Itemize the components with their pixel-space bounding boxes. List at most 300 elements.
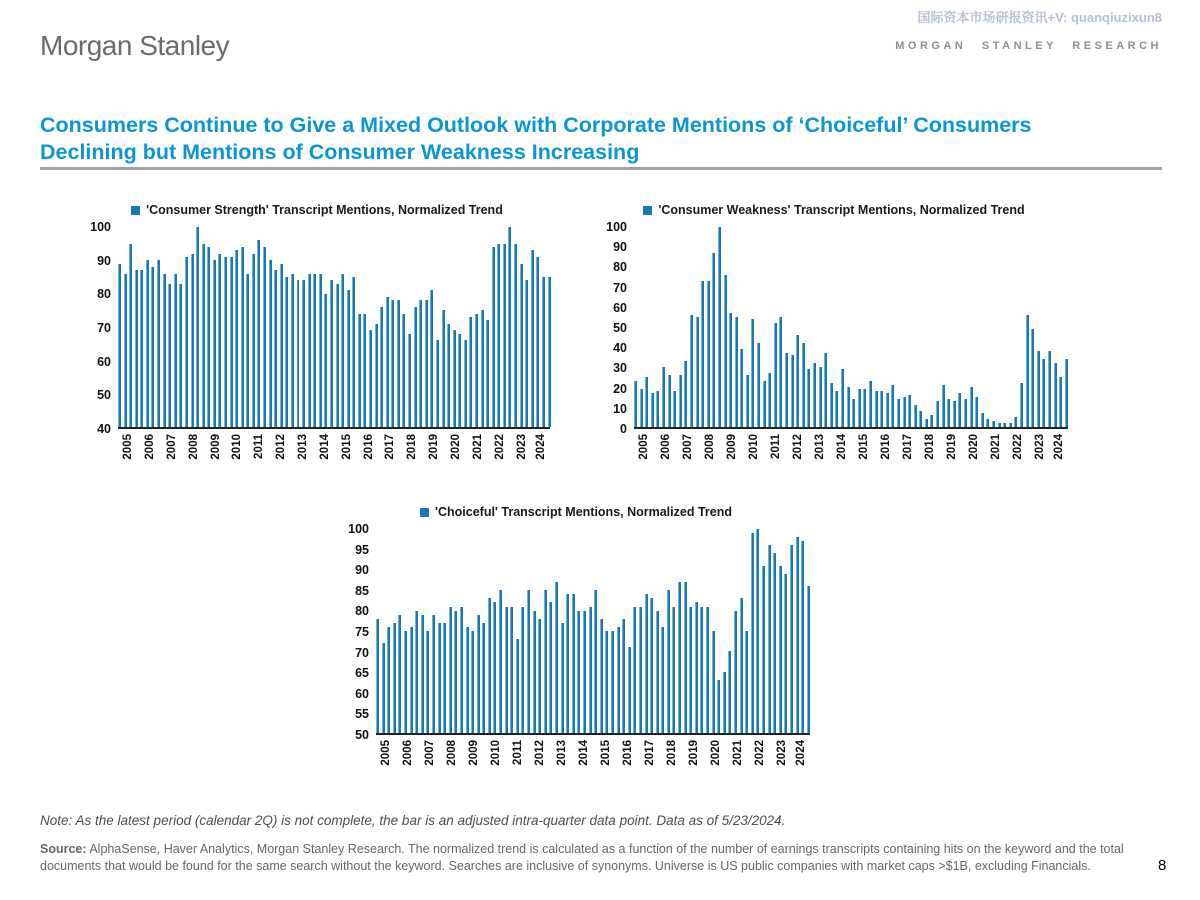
- page-number: 8: [1158, 857, 1167, 874]
- bar: [678, 582, 681, 733]
- bar: [380, 307, 383, 427]
- x-tick-label: 2023: [1033, 434, 1046, 460]
- page-title-line1: Consumers Continue to Give a Mixed Outlook with Corporate Mentions of ‘Choiceful’ Consumers: [40, 113, 1032, 137]
- bar: [257, 240, 260, 427]
- x-tick-label: 2009: [468, 740, 481, 766]
- x-tick-label: 2018: [923, 434, 936, 460]
- bar: [762, 566, 765, 733]
- bar: [269, 260, 272, 427]
- y-tick-label: 70: [613, 280, 627, 295]
- bar: [1031, 329, 1034, 427]
- bar: [807, 369, 810, 427]
- bar: [151, 267, 154, 427]
- x-axis: [118, 429, 550, 482]
- legend-swatch-icon: [131, 206, 140, 215]
- bar: [118, 264, 121, 427]
- x-axis: [634, 429, 1068, 482]
- bar: [1020, 383, 1023, 427]
- source-text: [40, 841, 1142, 875]
- bar: [443, 623, 446, 733]
- bar: [718, 227, 721, 427]
- x-tick-label: 2007: [682, 434, 695, 460]
- bar: [508, 227, 511, 427]
- bar: [207, 247, 210, 427]
- bar: [430, 290, 433, 427]
- bar: [751, 533, 754, 733]
- x-axis-cell: [898, 434, 920, 482]
- bar: [897, 399, 900, 427]
- y-tick-label: 70: [355, 645, 369, 660]
- x-tick-label: 2010: [490, 740, 503, 766]
- bar: [784, 574, 787, 733]
- x-axis-cell: [552, 740, 574, 788]
- bar: [622, 619, 625, 733]
- bar: [992, 421, 995, 427]
- y-tick-label: 90: [355, 562, 369, 577]
- x-axis-cell: [678, 434, 700, 482]
- bar: [639, 607, 642, 733]
- x-tick-label: 2005: [122, 434, 135, 460]
- y-tick-label: 50: [97, 388, 111, 403]
- x-tick-label: 2008: [187, 434, 200, 460]
- y-tick-label: 80: [97, 287, 111, 302]
- x-axis-cell: [793, 740, 810, 788]
- bar: [673, 391, 676, 427]
- bar: [835, 391, 838, 427]
- x-axis-cell: [508, 740, 530, 788]
- bar: [650, 598, 653, 733]
- x-axis-cell: [596, 740, 618, 788]
- bar: [140, 270, 143, 427]
- bar: [549, 602, 552, 733]
- bar: [386, 297, 389, 427]
- bar: [779, 317, 782, 427]
- x-tick-label: 2014: [835, 434, 848, 460]
- x-tick-label: 2008: [704, 434, 717, 460]
- legend-swatch-icon: [420, 508, 429, 517]
- bar: [1065, 359, 1068, 427]
- bar: [981, 413, 984, 427]
- bar: [706, 607, 709, 733]
- x-axis-cell: [490, 434, 512, 482]
- bar: [1048, 351, 1051, 427]
- x-axis-cell: [337, 434, 359, 482]
- bar: [274, 270, 277, 427]
- bar: [1059, 377, 1062, 427]
- bar: [426, 631, 429, 733]
- bar: [785, 353, 788, 427]
- x-axis-cell: [744, 434, 766, 482]
- bar: [499, 590, 502, 733]
- bar: [875, 391, 878, 427]
- bar: [352, 277, 355, 427]
- bar: [869, 381, 872, 427]
- bar: [600, 619, 603, 733]
- bar: [419, 300, 422, 427]
- x-tick-label: 2013: [555, 740, 568, 766]
- bar: [801, 541, 804, 733]
- page-title: [40, 112, 1170, 165]
- bar: [847, 387, 850, 427]
- bar: [213, 260, 216, 427]
- x-axis-cell: [722, 434, 744, 482]
- bar: [453, 330, 456, 427]
- bar: [466, 627, 469, 733]
- bar: [645, 377, 648, 427]
- y-tick-label: 40: [613, 340, 627, 355]
- bar: [471, 631, 474, 733]
- bar: [408, 334, 411, 427]
- x-tick-label: 2024: [534, 434, 547, 460]
- x-tick-label: 2019: [428, 434, 441, 460]
- x-tick-label: 2021: [471, 434, 484, 460]
- x-axis-cell: [832, 434, 854, 482]
- x-tick-label: 2024: [795, 740, 808, 766]
- bar: [970, 387, 973, 427]
- x-tick-label: 2015: [857, 434, 870, 460]
- x-axis-cell: [162, 434, 184, 482]
- x-axis-cell: [315, 434, 337, 482]
- x-tick-label: 2016: [879, 434, 892, 460]
- x-tick-label: 2019: [945, 434, 958, 460]
- bar: [953, 401, 956, 427]
- bar: [791, 355, 794, 427]
- bar: [583, 611, 586, 733]
- bar: [414, 307, 417, 427]
- bar: [796, 335, 799, 427]
- bar: [807, 586, 810, 733]
- bar: [617, 627, 620, 733]
- bar: [813, 363, 816, 427]
- x-tick-label: 2020: [709, 740, 722, 766]
- x-tick-label: 2006: [660, 434, 673, 460]
- bar: [690, 315, 693, 427]
- bar: [488, 598, 491, 733]
- bar: [493, 602, 496, 733]
- x-axis-cell: [810, 434, 832, 482]
- bar: [757, 343, 760, 427]
- bar: [751, 319, 754, 427]
- bar: [746, 375, 749, 427]
- bar: [728, 651, 731, 733]
- bar: [723, 672, 726, 733]
- bar: [717, 680, 720, 733]
- bar: [645, 594, 648, 733]
- bar: [302, 280, 305, 427]
- bar: [347, 290, 350, 427]
- x-axis-cell: [854, 434, 876, 482]
- y-axis: [342, 521, 376, 742]
- bar: [174, 274, 177, 427]
- bar: [533, 611, 536, 733]
- bar: [919, 411, 922, 427]
- bar: [958, 393, 961, 427]
- bar: [516, 639, 519, 733]
- bar: [179, 284, 182, 427]
- source-label: Source:: [40, 842, 87, 856]
- bar: [1003, 423, 1006, 427]
- bar: [527, 590, 530, 733]
- x-axis-cell: [920, 434, 942, 482]
- x-tick-label: 2010: [231, 434, 244, 460]
- bar: [544, 590, 547, 733]
- bar: [1042, 359, 1045, 427]
- bar: [224, 257, 227, 427]
- bar: [572, 594, 575, 733]
- bar: [548, 277, 551, 427]
- bar: [790, 545, 793, 733]
- bar: [779, 566, 782, 733]
- bar: [768, 373, 771, 427]
- bar: [280, 264, 283, 427]
- bar: [986, 419, 989, 427]
- bar: [376, 619, 379, 733]
- x-tick-label: 2021: [731, 740, 744, 766]
- bar: [1009, 423, 1012, 427]
- bar: [1054, 363, 1057, 427]
- bar: [633, 607, 636, 733]
- y-tick-label: 100: [90, 219, 111, 234]
- x-tick-label: 2014: [577, 740, 590, 766]
- x-tick-label: 2016: [621, 740, 634, 766]
- bar: [667, 590, 670, 733]
- bar: [661, 627, 664, 733]
- x-tick-label: 2023: [775, 740, 788, 766]
- x-tick-label: 2017: [901, 434, 914, 460]
- y-tick-label: 80: [613, 260, 627, 275]
- x-tick-label: 2019: [687, 740, 700, 766]
- x-axis-cell: [876, 434, 898, 482]
- bar: [566, 594, 569, 733]
- x-axis-cell: [766, 434, 788, 482]
- bar: [398, 615, 401, 733]
- x-axis-cell: [118, 434, 140, 482]
- plot-area: [376, 529, 810, 735]
- x-tick-label: 2006: [402, 740, 415, 766]
- bar: [908, 395, 911, 427]
- y-tick-label: 10: [613, 401, 627, 416]
- bar: [324, 294, 327, 427]
- bar: [313, 274, 316, 427]
- x-axis-cell: [986, 434, 1008, 482]
- x-axis-cell: [358, 434, 380, 482]
- x-axis-cell: [468, 434, 490, 482]
- x-axis-cell: [1051, 434, 1068, 482]
- bar: [438, 623, 441, 733]
- bar: [291, 274, 294, 427]
- bar: [640, 389, 643, 427]
- chart-legend: [342, 505, 810, 519]
- bar: [936, 401, 939, 427]
- bar: [319, 274, 322, 427]
- bar: [903, 397, 906, 427]
- y-tick-label: 90: [97, 253, 111, 268]
- x-tick-label: 2020: [450, 434, 463, 460]
- x-tick-label: 2024: [1053, 434, 1066, 460]
- page-title-line2: Declining but Mentions of Consumer Weakness Increasing: [40, 139, 640, 164]
- bar: [824, 353, 827, 427]
- bar: [745, 631, 748, 733]
- bar: [458, 334, 461, 427]
- y-tick-label: 50: [613, 320, 627, 335]
- bar: [668, 375, 671, 427]
- bar: [510, 607, 513, 733]
- x-tick-label: 2023: [515, 434, 528, 460]
- x-tick-label: 2006: [144, 434, 157, 460]
- y-tick-label: 40: [97, 421, 111, 436]
- x-tick-label: 2021: [989, 434, 1002, 460]
- bar: [503, 244, 506, 427]
- bar: [605, 631, 608, 733]
- x-tick-label: 2007: [165, 434, 178, 460]
- plot-area: [634, 227, 1068, 429]
- x-tick-label: 2014: [318, 434, 331, 460]
- x-axis-cell: [511, 434, 533, 482]
- y-tick-label: 20: [613, 381, 627, 396]
- bar: [191, 254, 194, 427]
- bar: [157, 260, 160, 427]
- x-axis-cell: [728, 740, 750, 788]
- x-tick-label: 2009: [726, 434, 739, 460]
- bar: [218, 254, 221, 427]
- consumer-strength-chart: [84, 203, 550, 482]
- y-tick-label: 60: [97, 354, 111, 369]
- bar: [196, 227, 199, 427]
- bar: [397, 300, 400, 427]
- bar: [460, 607, 463, 733]
- bar: [628, 647, 631, 733]
- bar: [947, 399, 950, 427]
- x-axis-cell: [662, 740, 684, 788]
- bar: [651, 393, 654, 427]
- bar: [724, 275, 727, 427]
- x-axis-cell: [684, 740, 706, 788]
- bar: [555, 582, 558, 733]
- bar: [402, 314, 405, 427]
- bar: [763, 381, 766, 427]
- chart-legend: [84, 203, 550, 217]
- bar: [235, 250, 238, 427]
- bar: [297, 280, 300, 427]
- x-axis-cell: [380, 434, 402, 482]
- x-axis-cell: [249, 434, 271, 482]
- legend-label: 'Consumer Strength' Transcript Mentions, Normalized Trend: [146, 203, 503, 217]
- bar: [341, 274, 344, 427]
- x-axis-cell: [227, 434, 249, 482]
- bar: [146, 260, 149, 427]
- bar: [432, 615, 435, 733]
- y-tick-label: 70: [97, 320, 111, 335]
- bar: [382, 643, 385, 733]
- x-tick-label: 2013: [813, 434, 826, 460]
- x-tick-label: 2013: [297, 434, 310, 460]
- bar: [481, 310, 484, 427]
- bar: [998, 423, 1001, 427]
- bar: [679, 375, 682, 427]
- bar: [531, 250, 534, 427]
- chart-legend: [600, 203, 1068, 217]
- bar: [707, 281, 710, 427]
- x-axis-cell: [574, 740, 596, 788]
- x-axis-cell: [442, 740, 464, 788]
- bar: [387, 627, 390, 733]
- bar: [358, 314, 361, 427]
- bar: [577, 611, 580, 733]
- bar: [930, 415, 933, 427]
- bar: [425, 300, 428, 427]
- bar: [185, 257, 188, 427]
- x-axis-cell: [942, 434, 964, 482]
- x-tick-label: 2005: [638, 434, 651, 460]
- bar: [589, 607, 592, 733]
- x-tick-label: 2016: [362, 434, 375, 460]
- x-axis-cell: [640, 740, 662, 788]
- x-tick-label: 2015: [599, 740, 612, 766]
- x-tick-label: 2018: [665, 740, 678, 766]
- x-axis-cell: [464, 740, 486, 788]
- y-tick-label: 60: [355, 686, 369, 701]
- bar: [363, 314, 366, 427]
- x-axis-cell: [964, 434, 986, 482]
- research-label: MORGAN STANLEY RESEARCH: [895, 40, 1162, 52]
- bar: [594, 590, 597, 733]
- bar: [482, 623, 485, 733]
- bar: [246, 274, 249, 427]
- x-axis-cell: [376, 740, 398, 788]
- x-axis-cell: [533, 434, 550, 482]
- bar: [1014, 417, 1017, 427]
- plot-area: [118, 227, 550, 429]
- x-axis-cell: [205, 434, 227, 482]
- x-tick-label: 2015: [340, 434, 353, 460]
- bar: [525, 280, 528, 427]
- x-tick-label: 2017: [384, 434, 397, 460]
- x-tick-label: 2011: [253, 434, 266, 459]
- x-axis-cell: [140, 434, 162, 482]
- x-axis-cell: [706, 740, 728, 788]
- y-tick-label: 0: [620, 421, 627, 436]
- y-tick-label: 95: [355, 542, 369, 557]
- bar: [891, 385, 894, 427]
- x-axis-cell: [486, 740, 508, 788]
- bar: [734, 611, 737, 733]
- bar: [841, 369, 844, 427]
- bar: [768, 545, 771, 733]
- x-axis-cell: [271, 434, 293, 482]
- bar: [611, 631, 614, 733]
- x-axis-cell: [1007, 434, 1029, 482]
- bar: [774, 323, 777, 427]
- y-tick-label: 30: [613, 361, 627, 376]
- bar: [662, 367, 665, 427]
- y-tick-label: 60: [613, 300, 627, 315]
- x-tick-label: 2005: [380, 740, 393, 766]
- bar: [975, 397, 978, 427]
- bar: [773, 553, 776, 733]
- bar: [393, 623, 396, 733]
- bar: [415, 611, 418, 733]
- bar: [756, 529, 759, 733]
- y-tick-label: 65: [355, 665, 369, 680]
- bar: [454, 611, 457, 733]
- legend-swatch-icon: [643, 206, 652, 215]
- y-tick-label: 75: [355, 624, 369, 639]
- bar: [486, 320, 489, 427]
- consumer-weakness-chart: [600, 203, 1068, 482]
- bar: [1037, 351, 1040, 427]
- y-tick-label: 55: [355, 707, 369, 722]
- x-axis-cell: [700, 434, 722, 482]
